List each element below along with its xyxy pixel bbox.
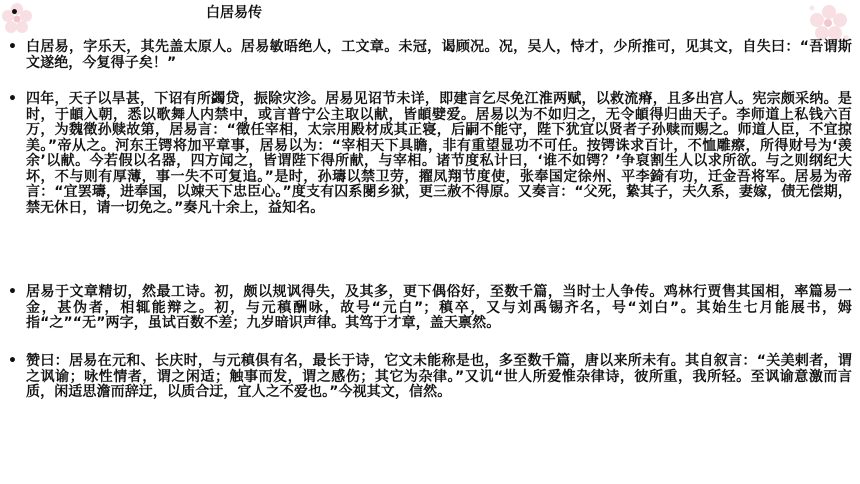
bullet: • — [10, 5, 19, 21]
page-title: 白居易传 — [206, 5, 262, 21]
bullet: • — [8, 39, 18, 55]
paragraph-text: 居易于文章精切，然最工诗。初，颇以规讽得失，及其多，更下偶俗好，至数千篇，当时士人争传。鸡林行贾售其国相，率篇易一金，甚伪者，相辄能辩之。初，与元稹酬咏，故号“元白”；稹卒，又与刘禹锡齐名，号“刘白”。其始生七月能展书，姆指“之”“无”两字，虽试百数不差；九岁暗识声律。其笃于才章，盖天禀然。 — [26, 284, 852, 331]
paragraph-intro — [8, 39, 852, 71]
paragraph-appraisal — [8, 353, 852, 401]
plum-blossom-decoration — [806, 4, 852, 44]
paragraph-text: 白居易，字乐天，其先盖太原人。居易敏晤绝人，工文章。未冠，谒顾况。况，吴人，恃才，少所推可，见其文，自失曰：“吾谓斯文遂绝，今复得子矣！” — [26, 39, 852, 71]
bullet: • — [8, 353, 18, 369]
paragraph-text: 四年，天子以旱甚，下诏有所蠲贷，振除灾沴。居易见诏节未详，即建言乞尽免江淮两赋，以救流瘠，且多出宫人。宪宗颇采纳。是时，于頔入朝，悉以歌舞人内禁中，或言普宁公主取以献，皆頔嬖爱。居易以为不如归之，无令頔得归曲天子。李师道上私钱六百万，为魏徵孙赎故第，居易言：“徵任宰相，太宗用殿材成其正寝，后嗣不能守，陛下犹宜以贤者子孙赎而赐之。师道人臣，不宜掠美。”帝从之。河东王锷将加平章事，居易以为：“宰相天下具瞻，非有重望显功不可任。按锷诛求百计，不恤雕瘵，所得财号为‘羡余’以献。今若假以名器，四方闻之，皆谓陛下得所献，与宰相。诸节度私计曰，‘谁不如锷？’争裒割生人以求所欲。与之则纲纪大坏，不与则有厚薄，事一失不可复追。”是时，孙璹以禁卫劳，擢凤翔节度使，张奉国定徐州、平李錡有功，迁金吾将军。居易为帝言：“宜罢璹，进奉国，以竦天下忠臣心。”度支有囚系閿乡狱，更三赦不得原。又奏言：“父死，絷其子，夫久系，妻嫁，债无偿期，禁无休日，请一切免之。”奏凡十余上，益知名。 — [26, 91, 852, 216]
bullet: • — [8, 284, 18, 300]
bullet: • — [8, 91, 18, 107]
paragraph-text: 赞曰：居易在元和、长庆时，与元稹俱有名，最长于诗，它文未能称是也，多至数千篇，唐以来所未有。其自叙言：“关美剌者，谓之讽谕；咏性情者，谓之闲适；触事而发，谓之感伤；其它为杂律。”又讥“世人所爱惟杂律诗，彼所重，我所轻。至讽谕意激而言质，闲适思澹而辞迂，以质合迂，宜人之不爱也。”今视其文，信然。 — [26, 353, 852, 400]
paragraph-poetry — [8, 284, 852, 332]
paragraph-career — [8, 91, 852, 216]
